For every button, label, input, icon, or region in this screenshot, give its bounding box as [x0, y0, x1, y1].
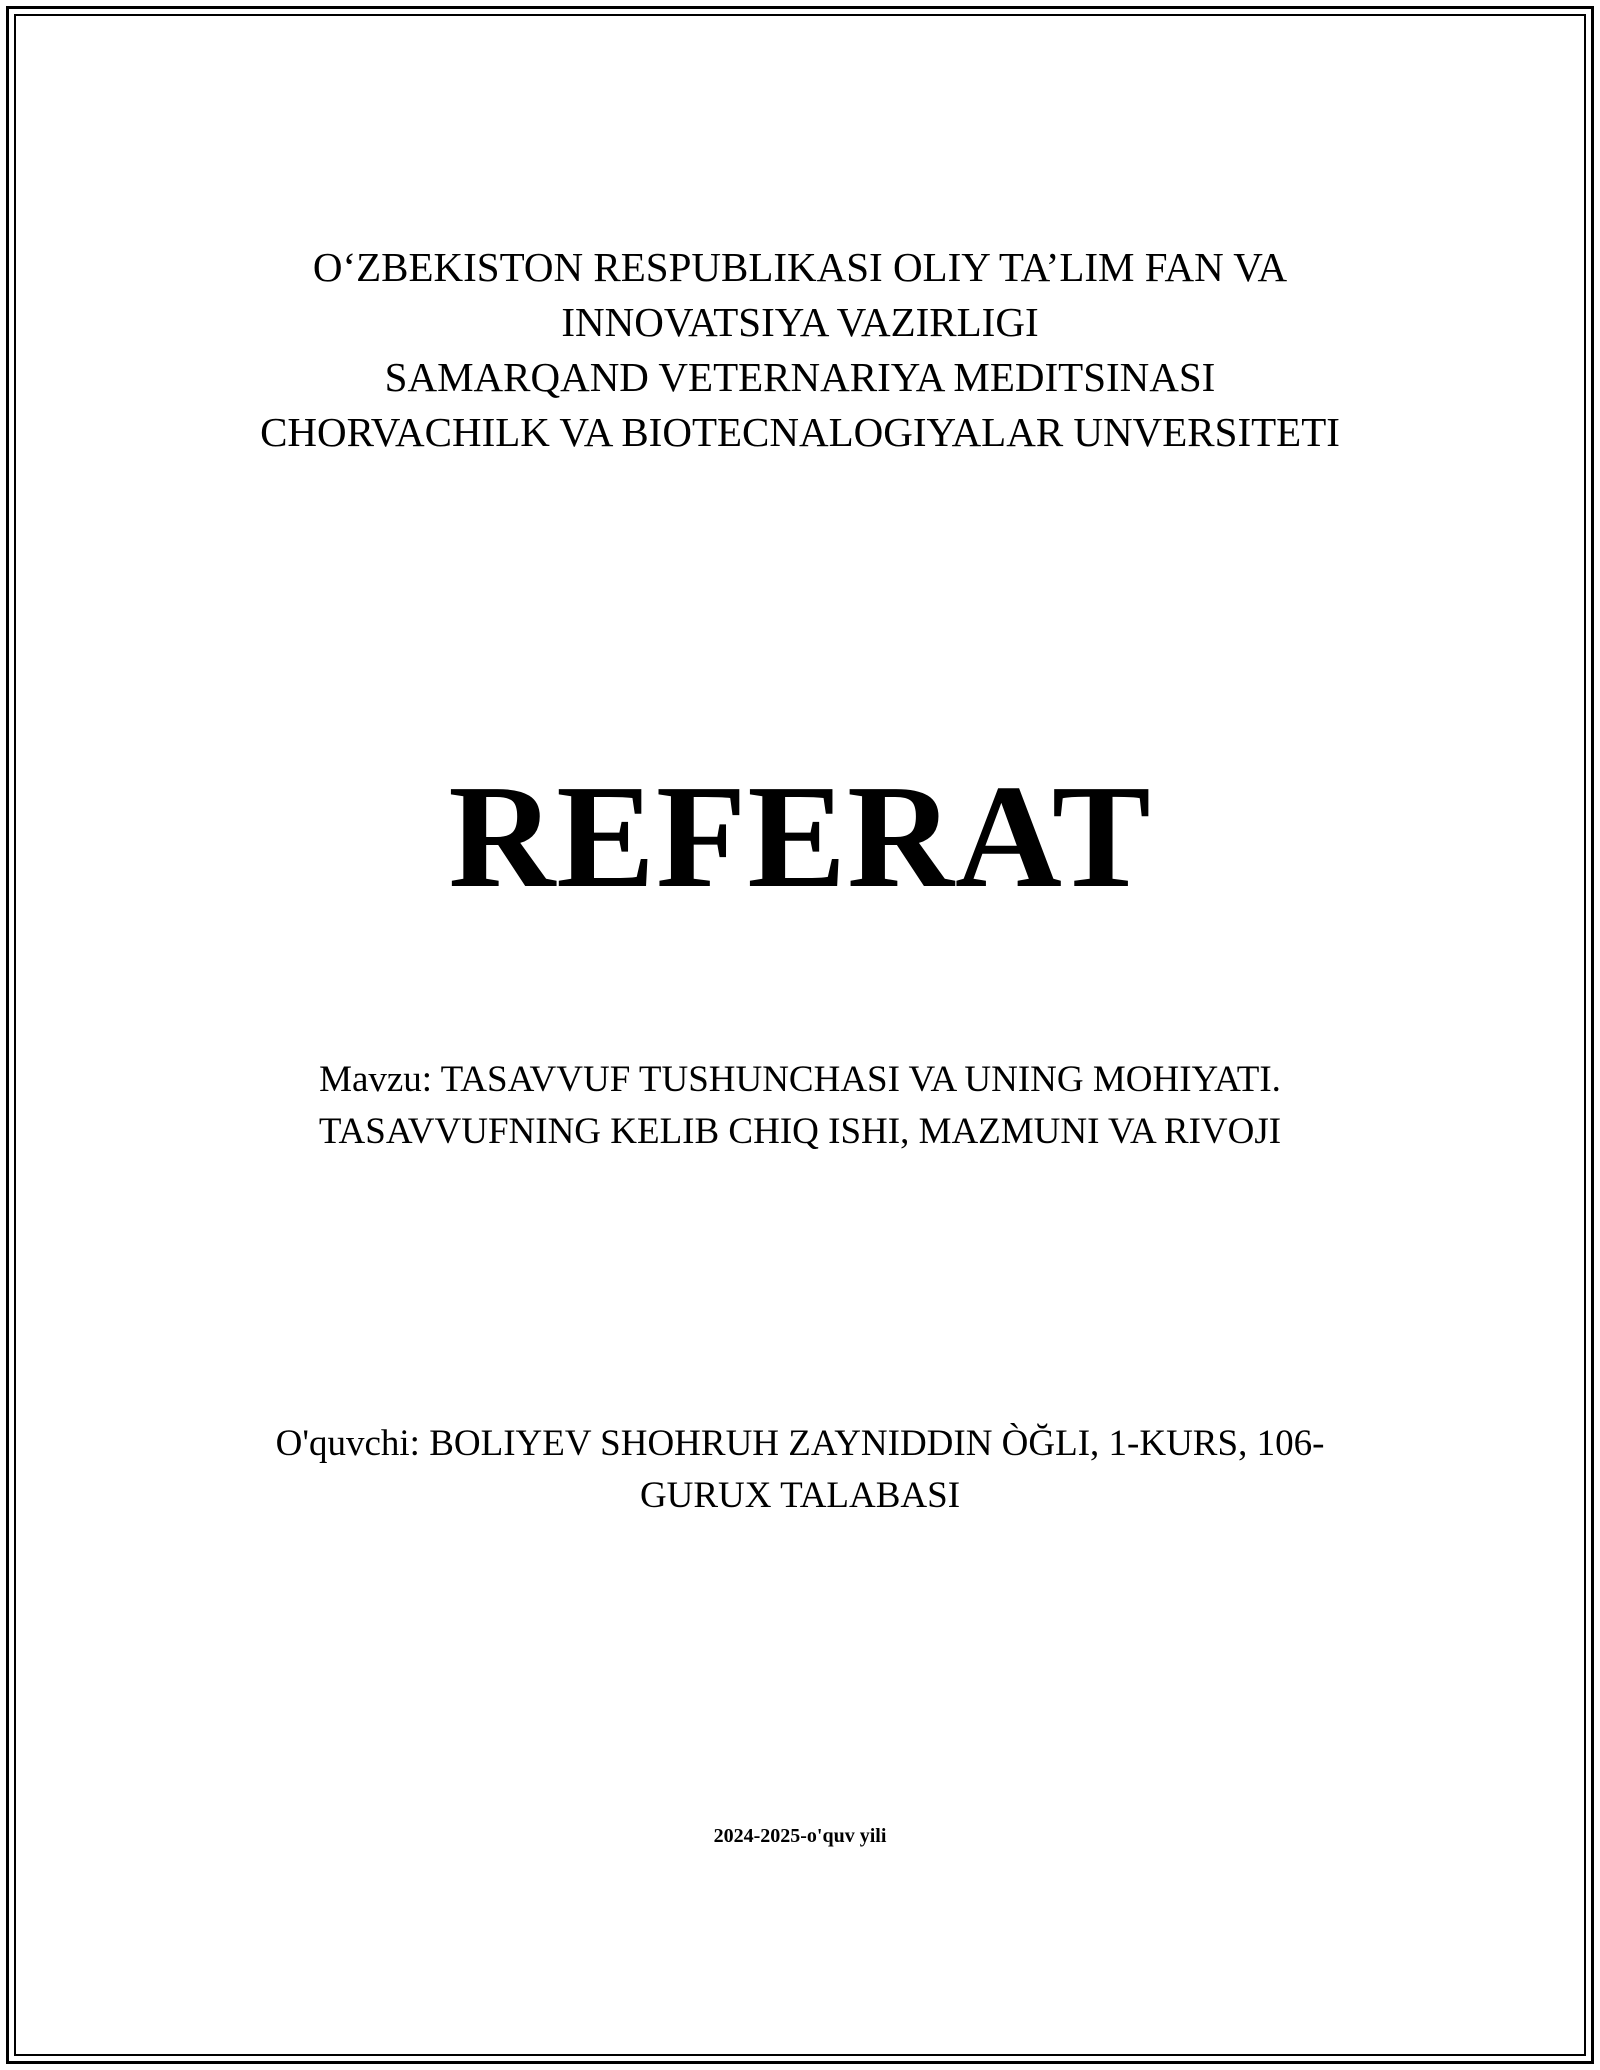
topic-line-1: Mavzu: TASAVVUF TUSHUNCHASI VA UNING MOHIYATI. — [319, 1059, 1281, 1100]
ministry-header — [0, 240, 1600, 460]
student-line-1: O'quvchi: BOLIYEV SHOHRUH ZAYNIDDIN ÒĞLI, 1-KURS, 106- — [275, 1423, 1325, 1464]
student-line-2: GURUX TALABASI — [639, 1475, 961, 1516]
topic-block — [0, 1054, 1600, 1158]
topic-line-2: TASAVVUFNING KELIB CHIQ ISHI, MAZMUNI VA RIVOJI — [318, 1111, 1282, 1152]
student-block — [0, 1418, 1600, 1522]
header-line-4: CHORVACHILK VA BIOTECNALOGIYALAR UNVERSITETI — [260, 409, 1340, 455]
header-line-1: O‘ZBEKISTON RESPUBLIKASI OLIY TA’LIM FAN VA — [312, 244, 1288, 290]
document-title: REFERAT — [448, 755, 1152, 919]
academic-year: 2024-2025-o'quv yili — [713, 1825, 887, 1847]
header-line-3: SAMARQAND VETERNARIYA MEDITSINASI — [384, 354, 1216, 400]
header-line-2: INNOVATSIYA VAZIRLIGI — [561, 299, 1039, 345]
